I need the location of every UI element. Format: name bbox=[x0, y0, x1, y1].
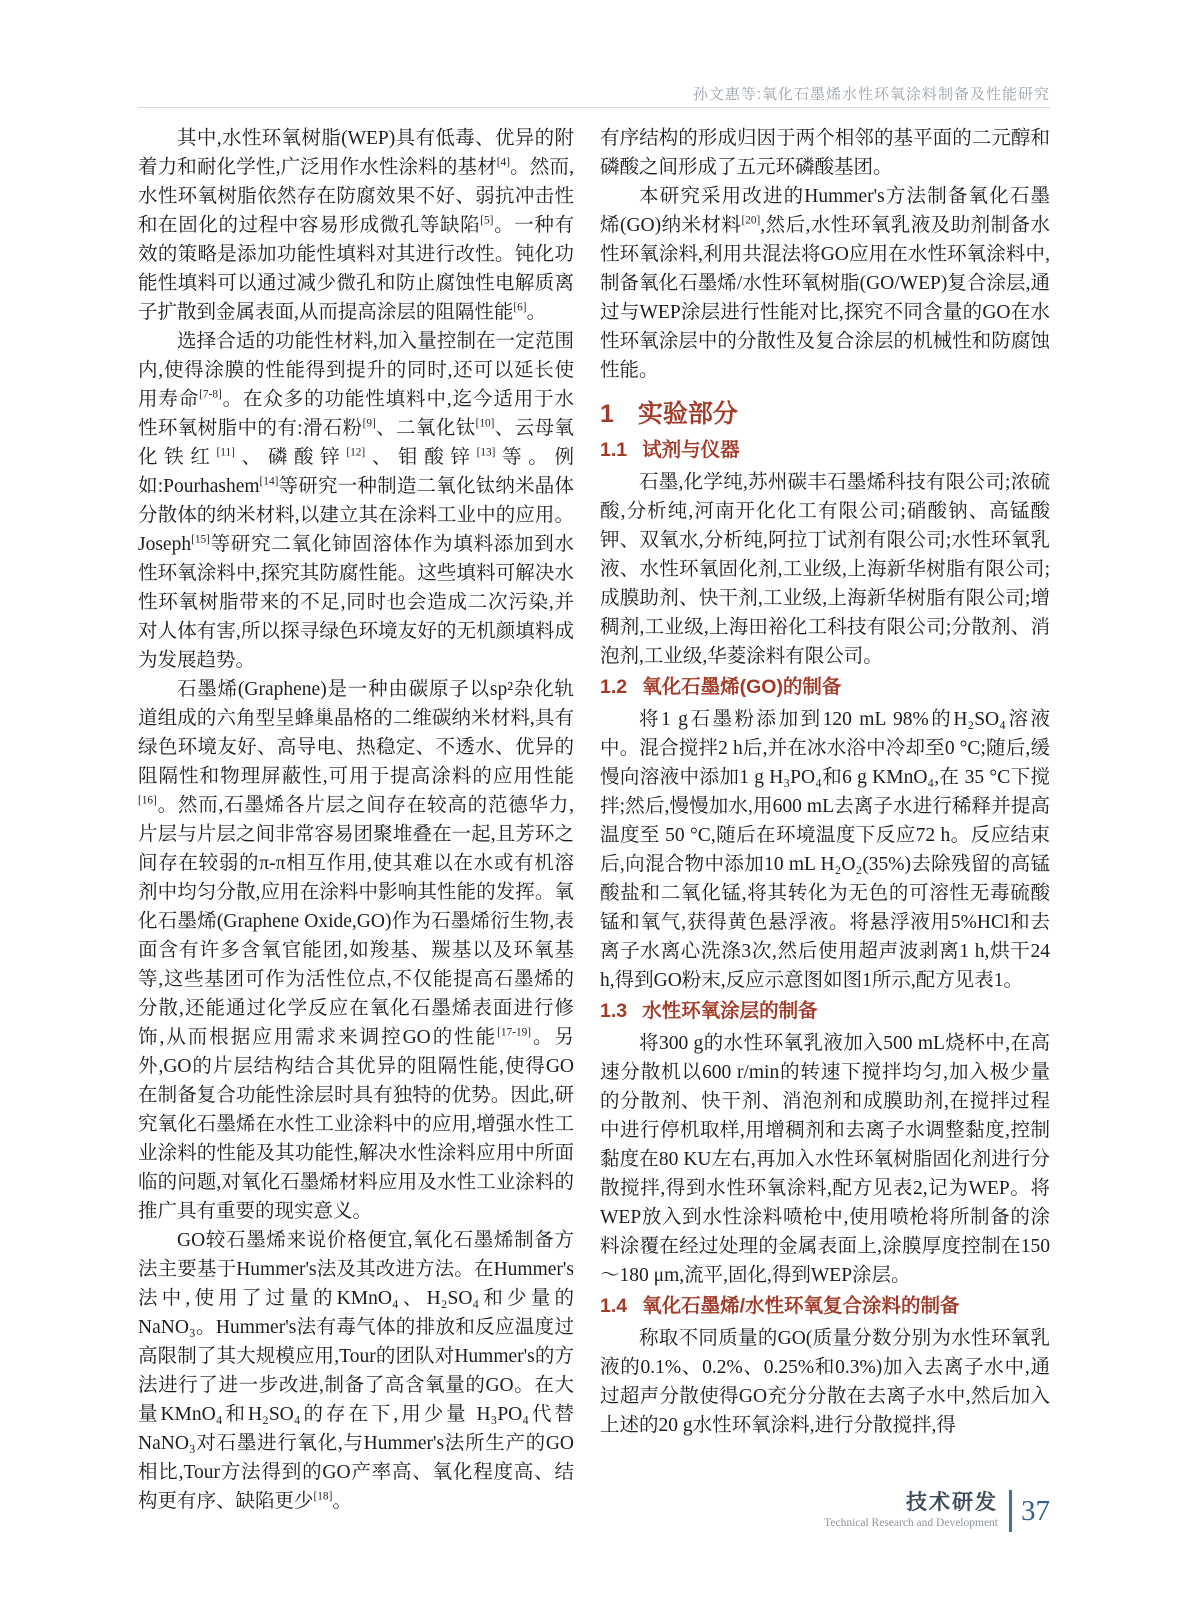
column-right bbox=[600, 124, 1050, 1516]
subsection-number: 1.2 bbox=[600, 676, 628, 698]
section-heading-1 bbox=[600, 399, 1050, 429]
section-number: 1 bbox=[600, 400, 614, 428]
subsection-number: 1.4 bbox=[600, 1295, 628, 1317]
subsection-title: 氧化石墨烯/水性环氧复合涂料的制备 bbox=[642, 1295, 960, 1317]
paragraph: GO较石墨烯来说价格便宜,氧化石墨烯制备方法主要基于Hummer's法及其改进方法。在Hummer's法中,使用了过量的KMnO₄、H₂SO₄和少量的NaNO₃。Hummer's法有毒气体的排放和反应温度过高限制了其大规模应用,Tour的团队对Hummer's的方法进行了进一步改进,制备了高含氧量的GO。在大量KMnO₄和H₂SO₄的存在下,用少量 H₃PO₄代替NaNO₃对石墨进行氧化,与Hummer's法所生产的GO相比,Tour方法得到的GO产率高、氧化程度高、结构更有序、缺陷更少[18]。 bbox=[138, 1230, 574, 1512]
header-rule bbox=[138, 107, 1050, 108]
subsection-heading-1-1 bbox=[600, 438, 1050, 463]
page-body bbox=[138, 124, 1050, 1516]
subsection-title: 试剂与仪器 bbox=[642, 439, 740, 461]
subsection-title: 水性环氧涂层的制备 bbox=[642, 1000, 818, 1022]
page-footer bbox=[824, 1490, 1050, 1532]
running-title: 孙文惠等:氧化石墨烯水性环氧涂料制备及性能研究 bbox=[692, 86, 1050, 103]
paragraph: 将300 g的水性环氧乳液加入500 mL烧杯中,在高速分散机以600 r/min的转速下搅拌均匀,加入极少量的分散剂、快干剂、消泡剂和成膜助剂,在搅拌过程中进行停机取样,用增稠剂和去离子水调整黏度,控制黏度在80 KU左右,再加入水性环氧树脂固化剂进行分散搅拌,得到水性环氧涂料,配方见表2,记为WEP。将WEP放入到水性涂料喷枪中,使用喷枪将所制备的涂料涂覆在经过处理的金属表面上,涂膜厚度控制在150～180 μm,流平,固化,得到WEP涂层。 bbox=[600, 1033, 1050, 1286]
paragraph: 将1 g石墨粉添加到120 mL 98%的H₂SO₄溶液中。混合搅拌2 h后,并在冰水浴中冷却至0 °C;随后,缓慢向溶液中添加1 g H₃PO₄和6 g KMnO₄,在 35 °C下搅拌;然后,慢慢加水,用600 mL去离子水进行稀释并提高温度至 50 °C,随后在环境温度下反应72 h。反应结束后,向混合物中添加10 mL H₂O₂(35%)去除残留的高锰酸盐和二氧化锰,将其转化为无色的可溶性无毒硫酸锰和氧气,获得黄色悬浮液。将悬浮液用5%HCl和去离子水离心洗涤3次,然后使用超声波剥离1 h,烘干24 h,得到GO粉末,反应示意图如图1所示,配方见表1。 bbox=[600, 709, 1050, 991]
footer-section-labels bbox=[824, 1492, 998, 1530]
subsection-heading-1-3 bbox=[600, 999, 1050, 1024]
subsection-title: 氧化石墨烯(GO)的制备 bbox=[642, 676, 842, 698]
paragraph: 本研究采用改进的Hummer's方法制备氧化石墨烯(GO)纳米材料[20],然后,水性环氧乳液及助剂制备水性环氧涂料,利用共混法将GO应用在水性环氧涂料中,制备氧化石墨烯/水性环氧树脂(GO/WEP)复合涂层,通过与WEP涂层进行性能对比,探究不同含量的GO在水性环氧涂层中的分散性及复合涂层的机械性和防腐蚀性能。 bbox=[600, 186, 1050, 381]
paragraph: 石墨,化学纯,苏州碳丰石墨烯科技有限公司;浓硫酸,分析纯,河南开化化工有限公司;硝酸钠、高锰酸钾、双氧水,分析纯,阿拉丁试剂有限公司;水性环氧乳液、水性环氧固化剂,工业级,上海新华树脂有限公司;成膜助剂、快干剂,工业级,上海新华树脂有限公司;增稠剂,工业级,上海田裕化工科技有限公司;分散剂、消泡剂,工业级,华菱涂料有限公司。 bbox=[600, 472, 1050, 667]
section-title: 实验部分 bbox=[637, 400, 738, 428]
subsection-heading-1-2 bbox=[600, 675, 1050, 700]
subsection-number: 1.3 bbox=[600, 1000, 628, 1022]
paragraph-continuation: 有序结构的形成归因于两个相邻的基平面的二元醇和磷酸之间形成了五元环磷酸基团。 bbox=[600, 128, 1050, 178]
column-left bbox=[138, 124, 574, 1516]
footer-section-cn: 技术研发 bbox=[906, 1491, 998, 1514]
page-number: 37 bbox=[1021, 1495, 1050, 1527]
subsection-number: 1.1 bbox=[600, 439, 628, 461]
subsection-heading-1-4 bbox=[600, 1294, 1050, 1319]
paragraph: 称取不同质量的GO(质量分数分别为水性环氧乳液的0.1%、0.2%、0.25%和0.3%)加入去离子水中,通过超声分散使得GO充分分散在去离子水中,然后加入上述的20 g水性环氧涂料,进行分散搅拌,得 bbox=[600, 1328, 1050, 1436]
footer-divider bbox=[1009, 1490, 1012, 1532]
paragraph: 选择合适的功能性材料,加入量控制在一定范围内,使得涂膜的性能得到提升的同时,还可以延长使用寿命[7-8]。在众多的功能性填料中,迄今适用于水性环氧树脂中的有:滑石粉[9]、二氧化钛[10]、云母氧化铁红[11]、磷酸锌[12]、钼酸锌[13]等。例如:Pourhashem[14]等研究一种制造二氧化钛纳米晶体分散体的纳米材料,以建立其在涂料工业中的应用。Joseph[15]等研究二氧化铈固溶体作为填料添加到水性环氧涂料中,探究其防腐性能。这些填料可解决水性环氧树脂带来的不足,同时也会造成二次污染,并对人体有害,所以探寻绿色环境友好的无机颜填料成为发展趋势。 bbox=[138, 331, 574, 671]
footer-section-en: Technical Research and Development bbox=[824, 1517, 998, 1529]
paragraph: 石墨烯(Graphene)是一种由碳原子以sp²杂化轨道组成的六角型呈蜂巢晶格的二维碳纳米材料,具有绿色环境友好、高导电、热稳定、不透水、优异的阻隔性和物理屏蔽性,可用于提高涂料的应用性能[16]。然而,石墨烯各片层之间存在较高的范德华力,片层与片层之间非常容易团聚堆叠在一起,且芳环之间存在较弱的π-π相互作用,使其难以在水或有机溶剂中均匀分散,应用在涂料中影响其性能的发挥。氧化石墨烯(Graphene Oxide,GO)作为石墨烯衍生物,表面含有许多含氧官能团,如羧基、羰基以及环氧基等,这些基团可作为活性位点,不仅能提高石墨烯的分散,还能通过化学反应在氧化石墨烯表面进行修饰,从而根据应用需求来调控GO的性能[17-19]。另外,GO的片层结构结合其优异的阻隔性能,使得GO在制备复合功能性涂层时具有独特的优势。因此,研究氧化石墨烯在水性工业涂料中的应用,增强水性工业涂料的性能及其功能性,解决水性涂料应用中所面临的问题,对氧化石墨烯材料应用及水性工业涂料的推广具有重要的现实意义。 bbox=[138, 679, 574, 1222]
paragraph: 其中,水性环氧树脂(WEP)具有低毒、优异的附着力和耐化学性,广泛用作水性涂料的基材[4]。然而,水性环氧树脂依然存在防腐效果不好、弱抗冲击性和在固化的过程中容易形成微孔等缺陷[5]。一种有效的策略是添加功能性填料对其进行改性。钝化功能性填料可以通过减少微孔和防止腐蚀性电解质离子扩散到金属表面,从而提高涂层的阻隔性能[6]。 bbox=[138, 128, 574, 323]
